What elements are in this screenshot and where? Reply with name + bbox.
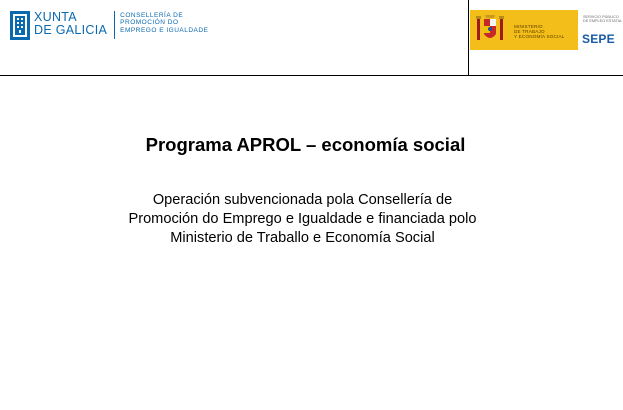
description-line-2: Promoción do Emprego e Igualdade e financiada polo [128,211,477,227]
xunta-dept-line-1: CONSELLERÍA DE [120,12,184,19]
header-bottom-border [0,75,623,76]
header [0,0,623,76]
header-divider [468,0,469,76]
gobierno-text [514,24,565,40]
xunta-name-line-2: DE GALICIA [34,23,108,37]
galicia-emblem-icon [10,11,30,40]
description [0,191,605,248]
xunta-department [120,11,208,34]
xunta-dept-line-3: EMPREGO E IGUALDADE [120,26,209,34]
gobierno-logo [470,10,578,50]
description-line-1: Operación subvencionada pola Consellería de [152,192,453,208]
sepe-subtitle [583,15,622,24]
gobierno-text-line-2: DE TRABAJO [514,29,545,35]
description-line-3: Ministerio de Traballo e Economía Social [170,230,435,246]
spain-coat-of-arms-icon [476,14,504,46]
gobierno-text-line-1: MINISTERIO [514,24,543,29]
gobierno-text-line-3: Y ECONOMÍA SOCIAL [514,34,565,40]
page-title: Programa APROL – economía social [145,134,466,155]
xunta-separator [114,11,115,39]
sepe-logo [579,10,621,50]
xunta-dept-line-2: PROMOCIÓN DO [120,19,179,27]
sepe-subtitle-line-1: SERVICIO PÚBLICO [583,15,619,19]
sepe-subtitle-line-2: DE EMPLEO ESTATAL [583,19,623,24]
xunta-name [34,11,107,37]
sepe-name: SEPE [582,32,615,46]
xunta-logo [10,11,208,41]
xunta-name-line-1: XUNTA [34,10,77,24]
